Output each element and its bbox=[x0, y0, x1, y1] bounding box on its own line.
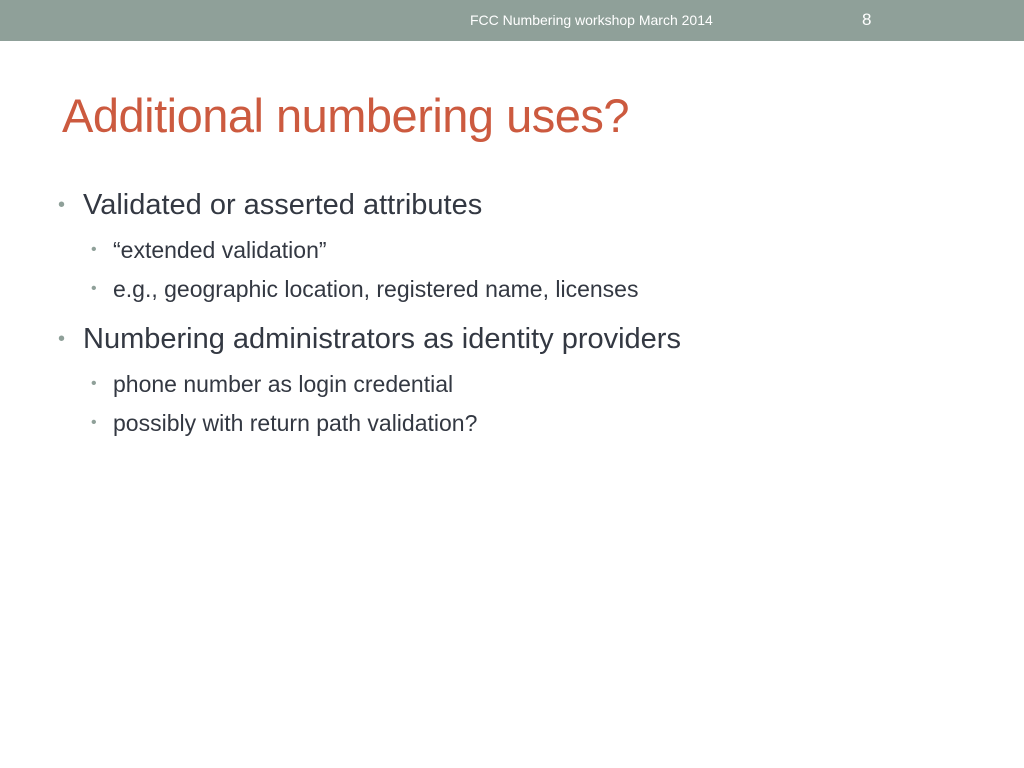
sub-bullet-item bbox=[58, 406, 978, 440]
sub-bullet-item bbox=[58, 233, 978, 267]
sub-bullet-text: possibly with return path validation? bbox=[113, 410, 478, 436]
sub-bullet-item bbox=[58, 272, 978, 306]
sub-bullet-text: phone number as login credential bbox=[113, 371, 454, 397]
bullet-dot-icon: • bbox=[91, 241, 97, 258]
bullet-item bbox=[58, 319, 978, 359]
bullet-text: Validated or asserted attributes bbox=[83, 189, 483, 221]
bullet-item bbox=[58, 185, 978, 225]
bullet-dot-icon: • bbox=[58, 194, 66, 216]
footer-text: FCC Numbering workshop March 2014 bbox=[470, 12, 713, 28]
sub-bullet-text: e.g., geographic location, registered name, licenses bbox=[113, 276, 639, 302]
bullet-dot-icon: • bbox=[91, 280, 97, 297]
slide-number: 8 bbox=[862, 10, 872, 29]
slide-title: Additional numbering uses? bbox=[62, 89, 630, 142]
sub-bullet-text: “extended validation” bbox=[113, 237, 327, 263]
sub-bullet-item bbox=[58, 367, 978, 401]
bullet-dot-icon: • bbox=[91, 375, 97, 392]
header-bar bbox=[0, 0, 1024, 41]
bullet-dot-icon: • bbox=[91, 414, 97, 431]
bullet-text: Numbering administrators as identity providers bbox=[83, 323, 681, 355]
bullet-list bbox=[58, 185, 978, 440]
bullet-dot-icon: • bbox=[58, 328, 66, 350]
